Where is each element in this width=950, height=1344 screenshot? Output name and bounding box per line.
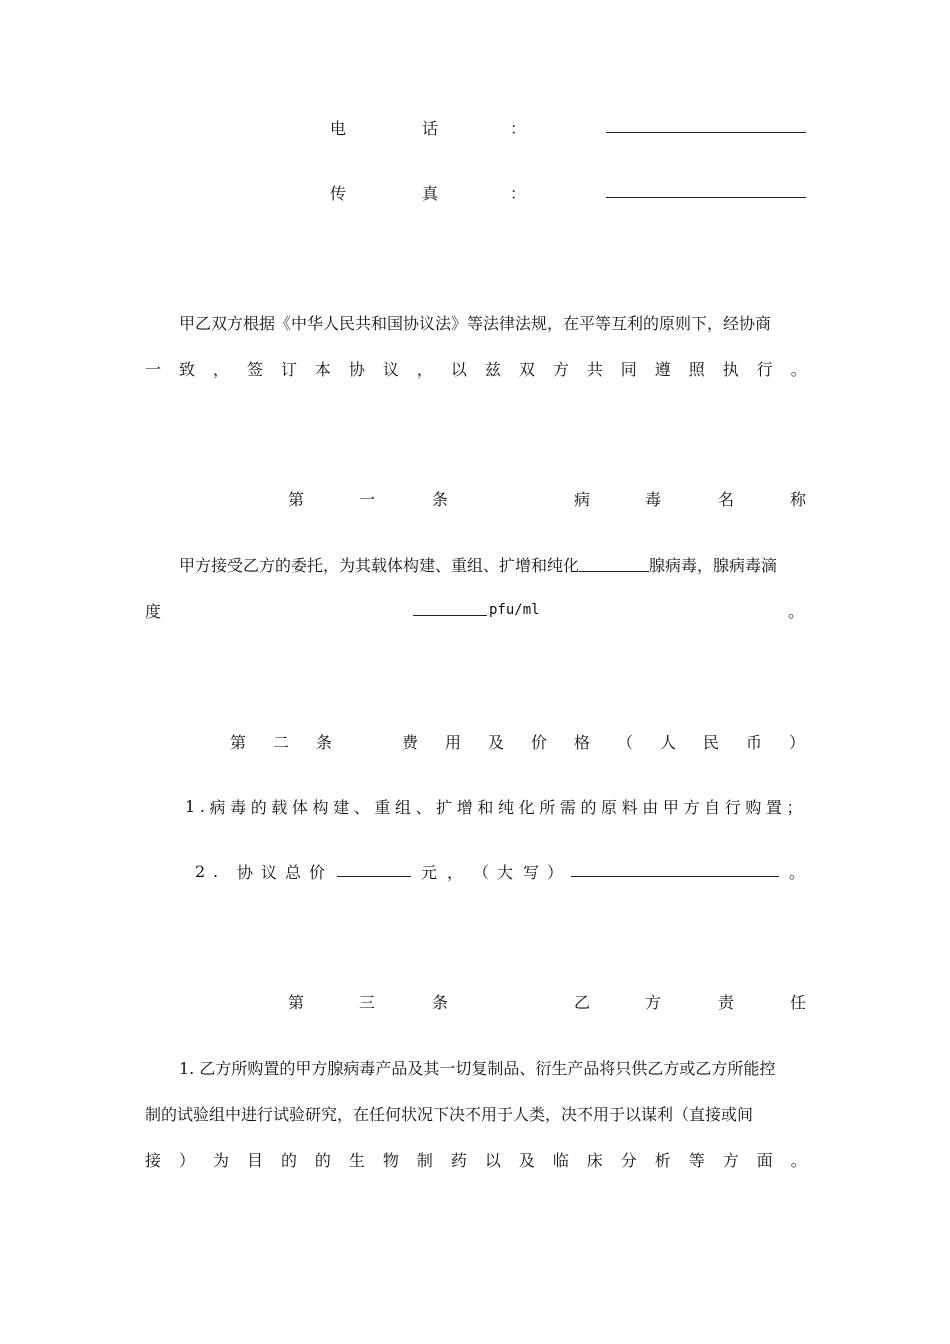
item-char: 化 [518,797,535,817]
intro-char: 共 [586,359,603,379]
heading-char: 条 [316,732,333,752]
body-char: 的 [280,1150,297,1170]
article-2-heading [145,730,807,752]
intro-char: 双 [518,359,535,379]
phone-colon: ： [510,118,527,138]
heading-char: 第 [288,489,305,509]
item-char: . [213,861,219,881]
item-char: 增 [456,797,473,817]
body-char: 等 [688,1150,705,1170]
heading-char: 格 [574,732,591,752]
item-char: 、 [415,797,432,817]
article-1-end: 。 [788,601,805,621]
body-char: 及 [518,1150,535,1170]
item-char: （ [473,862,490,882]
heading-char: ） [789,732,806,752]
body-char: 分 [620,1150,637,1170]
item-char: 病 [209,797,226,817]
body-char: 临 [552,1150,569,1170]
article-1-text: 甲方接受乙方的委托，为其载体构建、重组、扩增和纯化 [179,555,580,575]
total-price-blank[interactable] [337,862,411,877]
item-char: 议 [261,862,278,882]
heading-char: 三 [359,992,376,1012]
phone-row [145,116,807,138]
heading-char: 价 [531,732,548,752]
item-char: 组 [394,797,411,817]
intro-char: 。 [790,359,807,379]
phone-blank[interactable] [606,118,806,133]
body-char: 药 [450,1150,467,1170]
item-char: 需 [559,797,576,817]
item-char: 的 [250,797,267,817]
intro-char: 执 [722,359,739,379]
item-char: 价 [309,862,326,882]
item-char: 建 [333,797,350,817]
phone-label-char: 电 [330,118,347,138]
heading-char: 币 [746,732,763,752]
fax-label-char: 传 [330,183,347,203]
intro-char: 签 [246,359,263,379]
article-2-item-2 [145,860,807,882]
intro-char: 一 [145,359,162,379]
body-char: 面 [756,1150,773,1170]
heading-char: 第 [230,732,247,752]
item-char: 写 [523,862,540,882]
item-char: 甲 [662,797,679,817]
item-char: 载 [271,797,288,817]
virus-name-blank[interactable] [579,557,649,572]
intro-char: 致 [178,359,195,379]
heading-char: 责 [718,992,735,1012]
titer-blank[interactable] [413,601,487,616]
item-end: 。 [789,862,806,882]
body-char: 方 [722,1150,739,1170]
body-char: 以 [484,1150,501,1170]
intro-line-2 [145,357,807,379]
body-char: 制 [416,1150,433,1170]
intro-char: 方 [552,359,569,379]
fax-colon: ： [510,183,527,203]
item-char: 2 [195,861,206,881]
item-char: 所 [539,797,556,817]
body-char: 。 [790,1150,807,1170]
item-char: . [199,796,205,816]
intro-char: 遵 [654,359,671,379]
item-char: 体 [291,797,308,817]
heading-char: 用 [445,732,462,752]
heading-char: 第 [288,992,305,1012]
heading-char: 及 [488,732,505,752]
item-char: 自 [704,797,721,817]
item-char: 毒 [230,797,247,817]
heading-char: 费 [402,732,419,752]
titer-unit: pfu/ml [489,602,540,618]
article-1-text: 腺病毒，腺病毒滴 [649,555,778,575]
item-char: 总 [285,862,302,882]
price-in-words-blank[interactable] [571,862,779,877]
item-char: 协 [237,862,254,882]
fax-label-char: 真 [422,183,439,203]
item-char: 构 [312,797,329,817]
item-char: 和 [477,797,494,817]
body-char: 目 [246,1150,263,1170]
item-char: 1 [185,796,196,816]
body-char: 的 [314,1150,331,1170]
fax-blank[interactable] [606,183,806,198]
intro-char: 同 [620,359,637,379]
heading-char: 名 [718,489,735,509]
item-char: 大 [497,862,514,882]
article-1-line-1 [179,553,809,575]
intro-char: 议 [382,359,399,379]
item-char: 重 [374,797,391,817]
item-char: 由 [642,797,659,817]
item-char: ； [786,797,803,817]
article-3-line-2: 制的试验组中进行试验研究，在任何状况下决不用于人类，决不用于以谋利（直接或间 [145,1104,754,1124]
item-char: 料 [621,797,638,817]
intro-char: 行 [756,359,773,379]
body-char: 物 [382,1150,399,1170]
item-char: 的 [580,797,597,817]
item-char: 购 [745,797,762,817]
heading-char: 一 [359,489,376,509]
item-char: 方 [683,797,700,817]
heading-char: 二 [273,732,290,752]
item-char: 纯 [498,797,515,817]
intro-char: 以 [450,359,467,379]
article-1-heading [145,487,807,509]
heading-char: 条 [432,992,449,1012]
article-1-line-2 [145,599,807,621]
body-char: ） [178,1150,195,1170]
item-char: 原 [601,797,618,817]
heading-char: 人 [660,732,677,752]
item-char: 扩 [436,797,453,817]
article-1-text: 度 [145,601,162,621]
fax-row [145,181,807,203]
item-char: 行 [724,797,741,817]
heading-char: 条 [432,489,449,509]
heading-char: 方 [645,992,662,1012]
heading-char: 称 [790,489,807,509]
item-char: 、 [353,797,370,817]
body-char: 床 [586,1150,603,1170]
intro-char: 本 [314,359,331,379]
body-char: 接 [145,1150,162,1170]
intro-char: 兹 [484,359,501,379]
heading-char: 乙 [574,992,591,1012]
article-3-heading [145,990,807,1012]
intro-char: 订 [280,359,297,379]
item-char: 元 [421,862,438,882]
intro-char: 照 [688,359,705,379]
heading-char: （ [617,732,634,752]
heading-char: 民 [703,732,720,752]
intro-char: ， [212,359,229,379]
body-char: 生 [348,1150,365,1170]
item-char: ， [447,862,464,882]
article-3-line-3 [145,1148,807,1170]
intro-char: 协 [348,359,365,379]
intro-line-1: 甲乙双方根据《中华人民共和国协议法》等法律法规，在平等互利的原则下，经协商 [179,313,772,333]
intro-char: ， [416,359,433,379]
item-char: 置 [765,797,782,817]
article-2-item-1 [185,795,803,817]
heading-char: 病 [574,489,591,509]
item-char: ） [547,862,564,882]
article-3-line-1: 1. 乙方所购置的甲方腺病毒产品及其一切复制品、衍生产品将只供乙方或乙方所能控 [179,1058,776,1078]
body-char: 为 [212,1150,229,1170]
phone-label-char: 话 [422,118,439,138]
body-char: 析 [654,1150,671,1170]
heading-char: 任 [790,992,807,1012]
heading-char: 毒 [645,489,662,509]
